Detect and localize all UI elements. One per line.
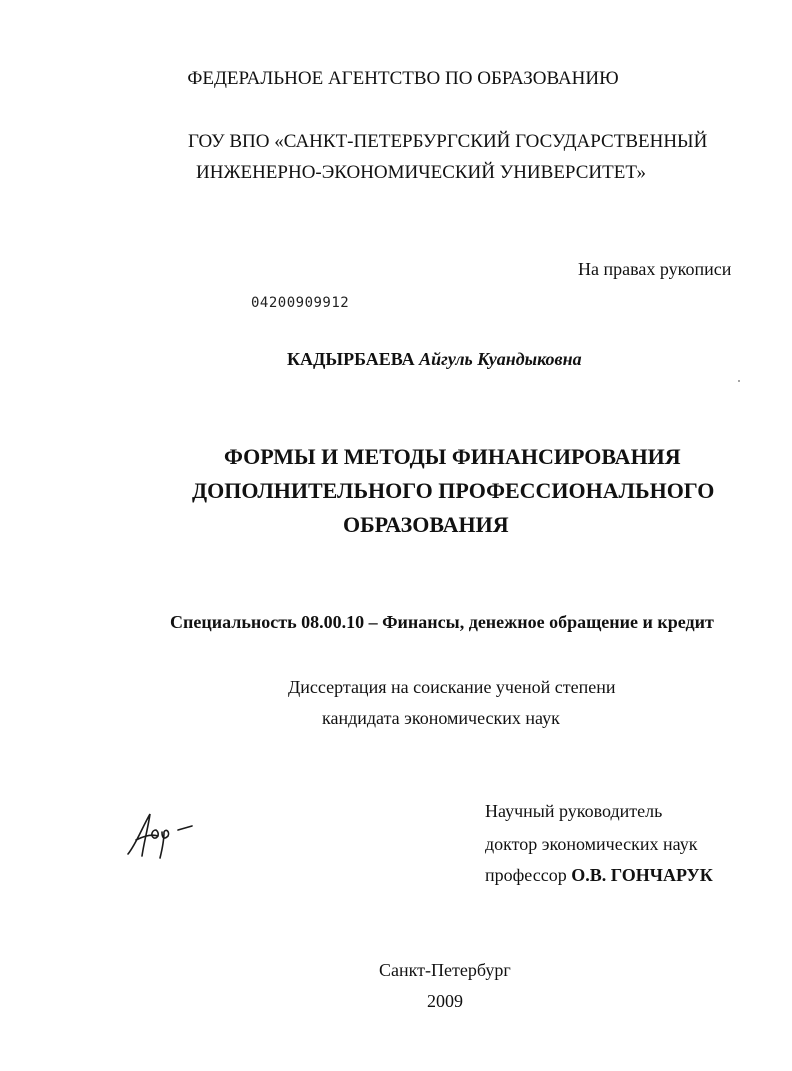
university-name-line1: ГОУ ВПО «САНКТ-ПЕТЕРБУРГСКИЙ ГОСУДАРСТВЕННЫЙ xyxy=(188,131,708,152)
manuscript-note: На правах рукописи xyxy=(578,259,732,279)
supervisor-title xyxy=(485,864,713,886)
handwritten-signature xyxy=(122,806,202,862)
dissertation-line1: Диссертация на соискание ученой степени xyxy=(288,677,616,697)
author-surname: КАДЫРБАЕВА xyxy=(287,349,415,369)
university-name-line2: ИНЖЕНЕРНО-ЭКОНОМИЧЕСКИЙ УНИВЕРСИТЕТ» xyxy=(196,162,646,183)
year: 2009 xyxy=(427,991,463,1011)
city: Санкт-Петербург xyxy=(379,960,511,980)
specialty-line: Специальность 08.00.10 – Финансы, денежное обращение и кредит xyxy=(170,612,714,632)
supervisor-role: Научный руководитель xyxy=(485,801,663,821)
dissertation-line2: кандидата экономических наук xyxy=(322,708,560,728)
thesis-title-line2: ДОПОЛНИТЕЛЬНОГО ПРОФЕССИОНАЛЬНОГО xyxy=(192,478,715,503)
supervisor-title-prefix: профессор xyxy=(485,865,567,885)
catalog-number: 04200909912 xyxy=(251,295,350,311)
author-name xyxy=(287,348,582,370)
agency-heading: ФЕДЕРАЛЬНОЕ АГЕНТСТВО ПО ОБРАЗОВАНИЮ xyxy=(187,68,619,89)
supervisor-degree: доктор экономических наук xyxy=(485,834,698,854)
author-given-names: Айгуль Куандыковна xyxy=(419,349,582,369)
supervisor-name: О.В. ГОНЧАРУК xyxy=(571,865,713,885)
thesis-title-line1: ФОРМЫ И МЕТОДЫ ФИНАНСИРОВАНИЯ xyxy=(224,444,681,469)
thesis-title-line3: ОБРАЗОВАНИЯ xyxy=(343,512,509,537)
scan-speck xyxy=(738,380,740,382)
